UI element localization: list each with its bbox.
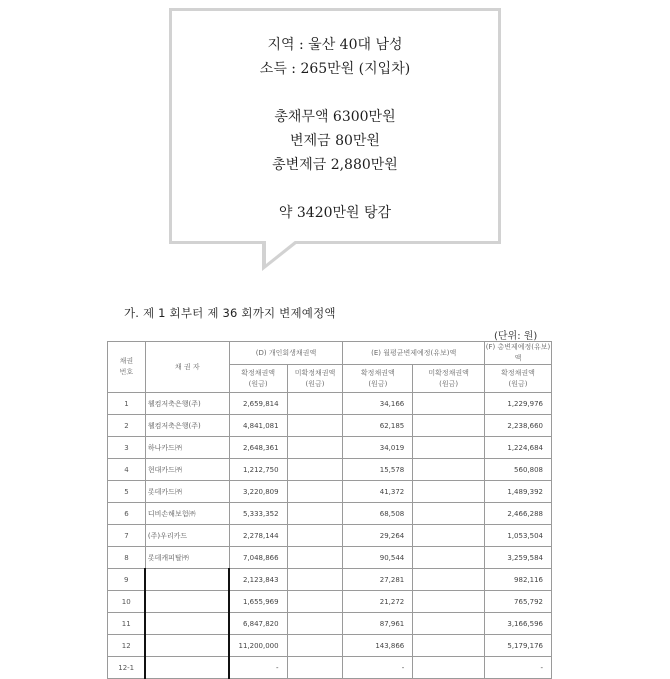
creditor-no-cell: 7 [108, 525, 146, 547]
d-confirmed-cell: 2,278,144 [229, 525, 287, 547]
e-unconfirmed-cell [413, 459, 485, 481]
d-confirmed-cell: 2,123,843 [229, 569, 287, 591]
header-d-unconfirmed: 미확정채권액 (원금) [287, 365, 343, 393]
f-confirmed-cell: 2,238,660 [485, 415, 552, 437]
f-confirmed-cell: 982,116 [485, 569, 552, 591]
d-confirmed-cell: 7,048,866 [229, 547, 287, 569]
creditor-no-cell: 8 [108, 547, 146, 569]
e-unconfirmed-cell [413, 437, 485, 459]
creditor-no-cell: 3 [108, 437, 146, 459]
f-confirmed-cell: 1,489,392 [485, 481, 552, 503]
e-confirmed-cell: 87,961 [343, 613, 413, 635]
f-confirmed-cell: 3,259,584 [485, 547, 552, 569]
f-confirmed-cell: 1,053,504 [485, 525, 552, 547]
creditor-no-cell: 11 [108, 613, 146, 635]
creditor-name-cell: 롯데카드㈜ [145, 481, 229, 503]
table-row [108, 415, 552, 437]
header-f-confirmed: 확정채권액 (원금) [485, 365, 552, 393]
header-e-unconfirmed: 미확정채권액 (원금) [413, 365, 485, 393]
header-e-confirmed: 확정채권액 (원금) [343, 365, 413, 393]
creditor-name-cell [145, 569, 229, 591]
d-unconfirmed-cell [287, 437, 343, 459]
header-group-e: (E) 월평균변제예정(유보)액 [343, 342, 485, 365]
e-confirmed-cell: 21,272 [343, 591, 413, 613]
creditor-no-cell: 5 [108, 481, 146, 503]
table-row [108, 459, 552, 481]
d-confirmed-cell: 1,212,750 [229, 459, 287, 481]
e-unconfirmed-cell [413, 569, 485, 591]
creditor-name-cell: 웰컴저축은행(주) [145, 393, 229, 415]
f-confirmed-cell: 1,224,684 [485, 437, 552, 459]
header-d-confirmed: 확정채권액 (원금) [229, 365, 287, 393]
creditor-no-cell: 4 [108, 459, 146, 481]
d-unconfirmed-cell [287, 569, 343, 591]
e-unconfirmed-cell [413, 525, 485, 547]
d-unconfirmed-cell [287, 525, 343, 547]
creditor-name-cell: 웰컴저축은행(주) [145, 415, 229, 437]
d-unconfirmed-cell [287, 393, 343, 415]
table-row [108, 613, 552, 635]
e-unconfirmed-cell [413, 613, 485, 635]
e-unconfirmed-cell [413, 415, 485, 437]
creditor-no-cell: 12 [108, 635, 146, 657]
speech-bubble [169, 8, 501, 244]
table-row [108, 393, 552, 415]
creditor-no-cell: 12-1 [108, 657, 146, 679]
d-unconfirmed-cell [287, 635, 343, 657]
e-confirmed-cell: 15,578 [343, 459, 413, 481]
creditor-name-cell: 하나카드㈜ [145, 437, 229, 459]
monthly-payment-line: 변제금 80만원 [290, 133, 380, 149]
table-row [108, 657, 552, 679]
creditor-name-cell: 롯데캐피탈㈜ [145, 547, 229, 569]
d-unconfirmed-cell [287, 613, 343, 635]
e-unconfirmed-cell [413, 481, 485, 503]
e-confirmed-cell: 143,866 [343, 635, 413, 657]
d-confirmed-cell: 2,659,814 [229, 393, 287, 415]
creditor-no-cell: 6 [108, 503, 146, 525]
table-row [108, 569, 552, 591]
header-creditor: 채 권 자 [145, 342, 229, 393]
table-row [108, 437, 552, 459]
document-title: 가. 제 1 회부터 제 36 회까지 변제예정액 [124, 306, 336, 320]
d-confirmed-cell: 3,220,809 [229, 481, 287, 503]
e-confirmed-cell: - [343, 657, 413, 679]
d-unconfirmed-cell [287, 459, 343, 481]
creditor-name-cell [145, 657, 229, 679]
d-confirmed-cell: 5,333,352 [229, 503, 287, 525]
e-unconfirmed-cell [413, 393, 485, 415]
d-confirmed-cell: 6,847,820 [229, 613, 287, 635]
f-confirmed-cell: 3,166,596 [485, 613, 552, 635]
creditor-no-cell: 10 [108, 591, 146, 613]
unit-label: (단위: 원) [494, 331, 538, 342]
d-unconfirmed-cell [287, 481, 343, 503]
table-row [108, 481, 552, 503]
f-confirmed-cell: 5,179,176 [485, 635, 552, 657]
creditor-name-cell [145, 613, 229, 635]
creditor-no-cell: 2 [108, 415, 146, 437]
e-confirmed-cell: 62,185 [343, 415, 413, 437]
repayment-table [107, 341, 552, 679]
forgiven-amount-line: 약 3420만원 탕감 [278, 205, 392, 221]
d-unconfirmed-cell [287, 657, 343, 679]
e-confirmed-cell: 90,544 [343, 547, 413, 569]
header-group-f: (F) 총변제예정(유보)액 [485, 342, 552, 365]
d-confirmed-cell: - [229, 657, 287, 679]
creditor-name-cell: 현대카드㈜ [145, 459, 229, 481]
e-confirmed-cell: 68,508 [343, 503, 413, 525]
f-confirmed-cell: 2,466,288 [485, 503, 552, 525]
f-confirmed-cell: 1,229,976 [485, 393, 552, 415]
f-confirmed-cell: 560,808 [485, 459, 552, 481]
d-confirmed-cell: 11,200,000 [229, 635, 287, 657]
d-unconfirmed-cell [287, 591, 343, 613]
income-line: 소득 : 265만원 (지입차) [259, 61, 411, 77]
creditor-no-cell: 1 [108, 393, 146, 415]
table-row [108, 635, 552, 657]
creditor-name-cell: 디비손해보험㈜ [145, 503, 229, 525]
e-unconfirmed-cell [413, 547, 485, 569]
f-confirmed-cell: 765,792 [485, 591, 552, 613]
e-unconfirmed-cell [413, 657, 485, 679]
table-row [108, 591, 552, 613]
e-unconfirmed-cell [413, 503, 485, 525]
d-confirmed-cell: 1,655,969 [229, 591, 287, 613]
creditor-name-cell [145, 635, 229, 657]
d-unconfirmed-cell [287, 503, 343, 525]
e-unconfirmed-cell [413, 635, 485, 657]
total-payment-line: 총변제금 2,880만원 [272, 157, 398, 173]
table-row [108, 547, 552, 569]
d-unconfirmed-cell [287, 415, 343, 437]
total-debt-line: 총채무액 6300만원 [274, 109, 396, 125]
creditor-name-cell [145, 591, 229, 613]
header-group-d: (D) 개인회생채권액 [229, 342, 343, 365]
region-line: 지역 : 울산 40대 남성 [267, 37, 403, 53]
e-confirmed-cell: 34,019 [343, 437, 413, 459]
d-confirmed-cell: 4,841,081 [229, 415, 287, 437]
e-confirmed-cell: 29,264 [343, 525, 413, 547]
d-unconfirmed-cell [287, 547, 343, 569]
e-unconfirmed-cell [413, 591, 485, 613]
table-row [108, 525, 552, 547]
d-confirmed-cell: 2,648,361 [229, 437, 287, 459]
bubble-text [172, 33, 498, 225]
e-confirmed-cell: 34,166 [343, 393, 413, 415]
header-creditor-no: 채권 번호 [108, 342, 146, 393]
creditor-name-cell: (주)우리카드 [145, 525, 229, 547]
table-row [108, 503, 552, 525]
f-confirmed-cell: - [485, 657, 552, 679]
creditor-no-cell: 9 [108, 569, 146, 591]
e-confirmed-cell: 41,372 [343, 481, 413, 503]
e-confirmed-cell: 27,281 [343, 569, 413, 591]
